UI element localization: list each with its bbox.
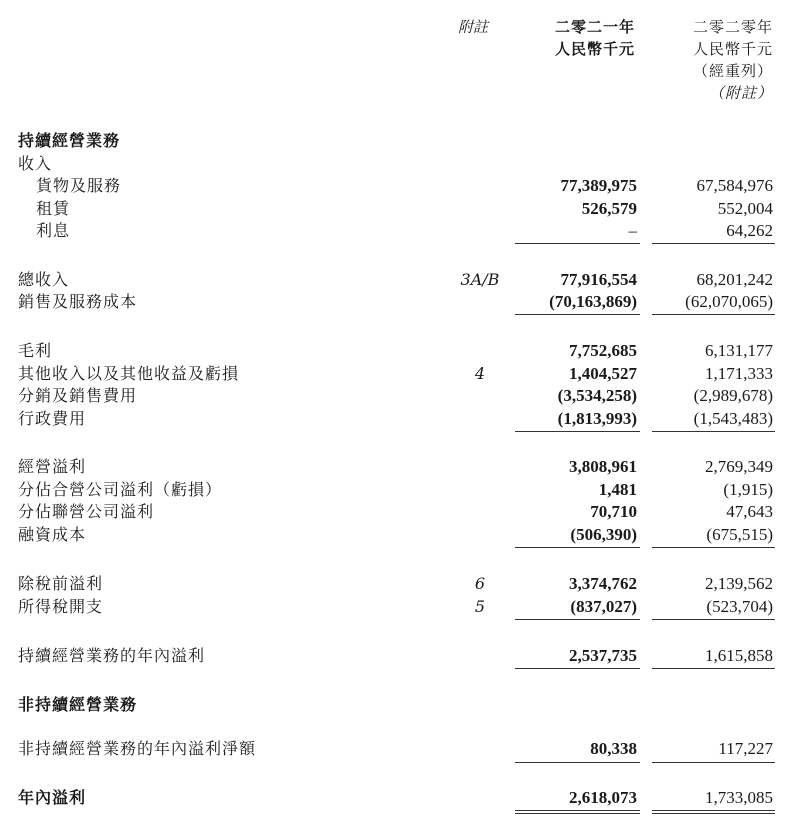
row-label: 非持續經營業務的年內溢利淨額: [18, 739, 257, 758]
value-2020: (62,070,065): [685, 292, 773, 311]
subtotal-rule: [652, 762, 775, 763]
row-cost-of-sales: [0, 291, 787, 313]
value-2020: (1,543,483): [693, 409, 773, 428]
column-2020-year: 二零二零年: [692, 18, 773, 36]
row-gross-profit: [0, 340, 787, 362]
row-label: 年內溢利: [18, 788, 87, 807]
value-2021: (1,813,993): [557, 409, 637, 428]
subtotal-rule: [652, 547, 775, 548]
value-2020: 1,615,858: [705, 646, 773, 665]
row-note: 6: [474, 574, 486, 593]
row-continuing-profit: [0, 645, 787, 667]
row-note: 3A/B: [460, 270, 500, 289]
value-2021: 526,579: [581, 199, 637, 218]
row-profit-before-tax: [0, 573, 787, 595]
row-distribution: [0, 385, 787, 407]
column-2020-note: （附註）: [708, 84, 773, 102]
subtotal-rule: [652, 431, 775, 432]
column-2021-unit: 人民幣千元: [554, 40, 635, 58]
value-2020: 6,131,177: [705, 341, 773, 360]
total-double-rule: [652, 810, 775, 811]
row-revenue: [0, 153, 787, 175]
row-label: 所得稅開支: [18, 597, 104, 616]
row-label: 除稅前溢利: [18, 574, 104, 593]
value-2021: (837,027): [570, 597, 637, 616]
total-double-rule: [515, 813, 640, 814]
row-label: 分佔合營公司溢利（虧損）: [18, 480, 223, 499]
subtotal-rule: [515, 762, 640, 763]
total-double-rule: [515, 810, 640, 811]
subtotal-rule: [515, 668, 640, 669]
value-2020: (523,704): [706, 597, 773, 616]
value-2020: 1,171,333: [705, 364, 773, 383]
section-title: 非持續經營業務: [18, 695, 138, 714]
value-2021: (506,390): [570, 525, 637, 544]
row-label: 行政費用: [18, 409, 87, 428]
value-2020: 1,733,085: [705, 788, 773, 807]
value-2021: 1,481: [598, 480, 637, 499]
row-leases: [0, 198, 787, 220]
value-2021: 2,537,735: [569, 646, 637, 665]
row-other-income: [0, 363, 787, 385]
value-2020: 64,262: [726, 221, 773, 240]
row-label: 收入: [18, 154, 53, 173]
row-associate-share: [0, 501, 787, 523]
row-finance-costs: [0, 524, 787, 546]
column-2021-year: 二零二一年: [554, 18, 635, 36]
row-admin: [0, 408, 787, 430]
row-label: 分銷及銷售費用: [18, 386, 138, 405]
value-2021: 2,618,073: [569, 788, 637, 807]
value-2020: 2,769,349: [705, 457, 773, 476]
value-2020: 47,643: [726, 502, 773, 521]
row-label: 其他收入以及其他收益及虧損: [18, 364, 240, 383]
subtotal-rule: [515, 431, 640, 432]
row-label: 持續經營業務的年內溢利: [18, 646, 206, 665]
value-2020: (2,989,678): [693, 386, 773, 405]
subtotal-rule: [652, 619, 775, 620]
value-2021: 70,710: [590, 502, 637, 521]
row-label: 租賃: [36, 199, 71, 218]
row-label: 分佔聯營公司溢利: [18, 502, 155, 521]
column-2020-restated: （經重列）: [692, 62, 773, 80]
value-2021: 77,389,975: [560, 176, 637, 195]
column-header-2021: [555, 16, 635, 60]
row-interest: [0, 220, 787, 242]
subtotal-rule: [652, 314, 775, 315]
subtotal-rule: [652, 243, 775, 244]
row-note: 4: [474, 364, 486, 383]
row-label: 經營溢利: [18, 457, 87, 476]
value-2020: 117,227: [718, 739, 773, 758]
row-discontinued-profit: [0, 738, 787, 760]
value-2021: 3,374,762: [569, 574, 637, 593]
subtotal-rule: [515, 547, 640, 548]
column-header-2020: [693, 16, 773, 104]
column-2020-unit: 人民幣千元: [692, 40, 773, 58]
row-label: 貨物及服務: [36, 176, 122, 195]
section-continuing: [0, 130, 787, 152]
subtotal-rule: [515, 243, 640, 244]
value-2020: 68,201,242: [696, 270, 773, 289]
value-2021: 7,752,685: [569, 341, 637, 360]
value-2020: 67,584,976: [696, 176, 773, 195]
value-2020: (675,515): [706, 525, 773, 544]
value-2020: (1,915): [723, 480, 773, 499]
value-2021: 80,338: [590, 739, 637, 758]
value-2021: 1,404,527: [569, 364, 637, 383]
row-jv-share: [0, 479, 787, 501]
row-income-tax: [0, 596, 787, 618]
row-operating-profit: [0, 456, 787, 478]
subtotal-rule: [652, 668, 775, 669]
value-2021: (3,534,258): [557, 386, 637, 405]
subtotal-rule: [515, 314, 640, 315]
value-2021: (70,163,869): [549, 292, 637, 311]
row-label: 利息: [36, 221, 71, 240]
row-goods-services: [0, 175, 787, 197]
section-title: 持續經營業務: [18, 131, 121, 150]
row-label: 總收入: [18, 270, 70, 289]
note-column-header: 附註: [458, 18, 489, 36]
section-discontinued: [0, 694, 787, 716]
value-2020: 552,004: [717, 199, 773, 218]
value-2021: –: [628, 221, 637, 240]
row-note: 5: [474, 597, 486, 616]
row-label: 毛利: [18, 341, 53, 360]
value-2021: 3,808,961: [569, 457, 637, 476]
value-2020: 2,139,562: [705, 574, 773, 593]
row-label: 融資成本: [18, 525, 87, 544]
value-2021: 77,916,554: [560, 270, 637, 289]
total-double-rule: [652, 813, 775, 814]
row-profit-for-year: [0, 787, 787, 809]
row-label: 銷售及服務成本: [18, 292, 138, 311]
row-total-revenue: [0, 269, 787, 291]
subtotal-rule: [515, 619, 640, 620]
